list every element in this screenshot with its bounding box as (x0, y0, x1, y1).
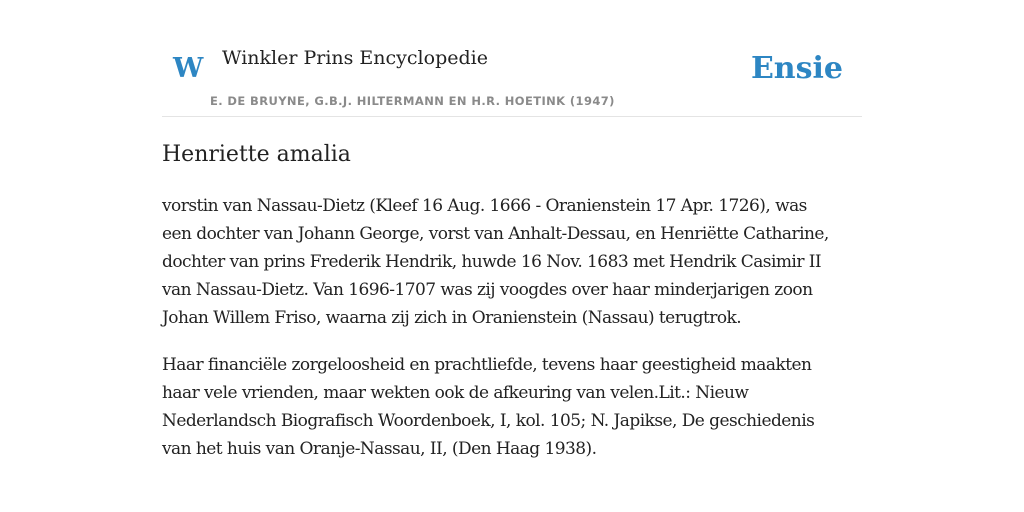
winkler-prins-logo-icon[interactable]: W (173, 53, 204, 84)
paragraph-line: Nederlandsch Biografisch Woordenboek, I, kol. 105; N. Japikse, De geschiedenis (162, 411, 815, 431)
article-body (162, 192, 862, 482)
article-title: Henriette amalia (162, 142, 351, 167)
source-header (162, 0, 862, 117)
paragraph-line: vorstin van Nassau-Dietz (Kleef 16 Aug. 1666 - Oranienstein 17 Apr. 1726), was (162, 196, 807, 216)
article-paragraph (162, 351, 862, 463)
paragraph-line: Haar financiële zorgeloosheid en prachtliefde, tevens haar geestigheid maakten (162, 355, 812, 375)
paragraph-line: dochter van prins Frederik Hendrik, huwde 16 Nov. 1683 met Hendrik Casimir II (162, 252, 822, 272)
paragraph-line: van Nassau-Dietz. Van 1696-1707 was zij voogdes over haar minderjarigen zoon (162, 280, 813, 300)
article-paragraph (162, 192, 862, 332)
paragraph-line: Johan Willem Friso, waarna zij zich in Oranienstein (Nassau) terugtrok. (162, 308, 742, 328)
paragraph-line: van het huis van Oranje-Nassau, II, (Den Haag 1938). (162, 439, 597, 459)
source-title[interactable]: Winkler Prins Encyclopedie (222, 47, 488, 69)
paragraph-line: haar vele vrienden, maar wekten ook de afkeuring van velen.Lit.: Nieuw (162, 383, 749, 403)
ensie-logo-link[interactable]: Ensie (750, 51, 843, 86)
paragraph-line: een dochter van Johann George, vorst van Anhalt-Dessau, en Henriëtte Catharine, (162, 224, 829, 244)
source-authors: E. DE BRUYNE, G.B.J. HILTERMANN EN H.R. HOETINK (1947) (210, 94, 615, 108)
